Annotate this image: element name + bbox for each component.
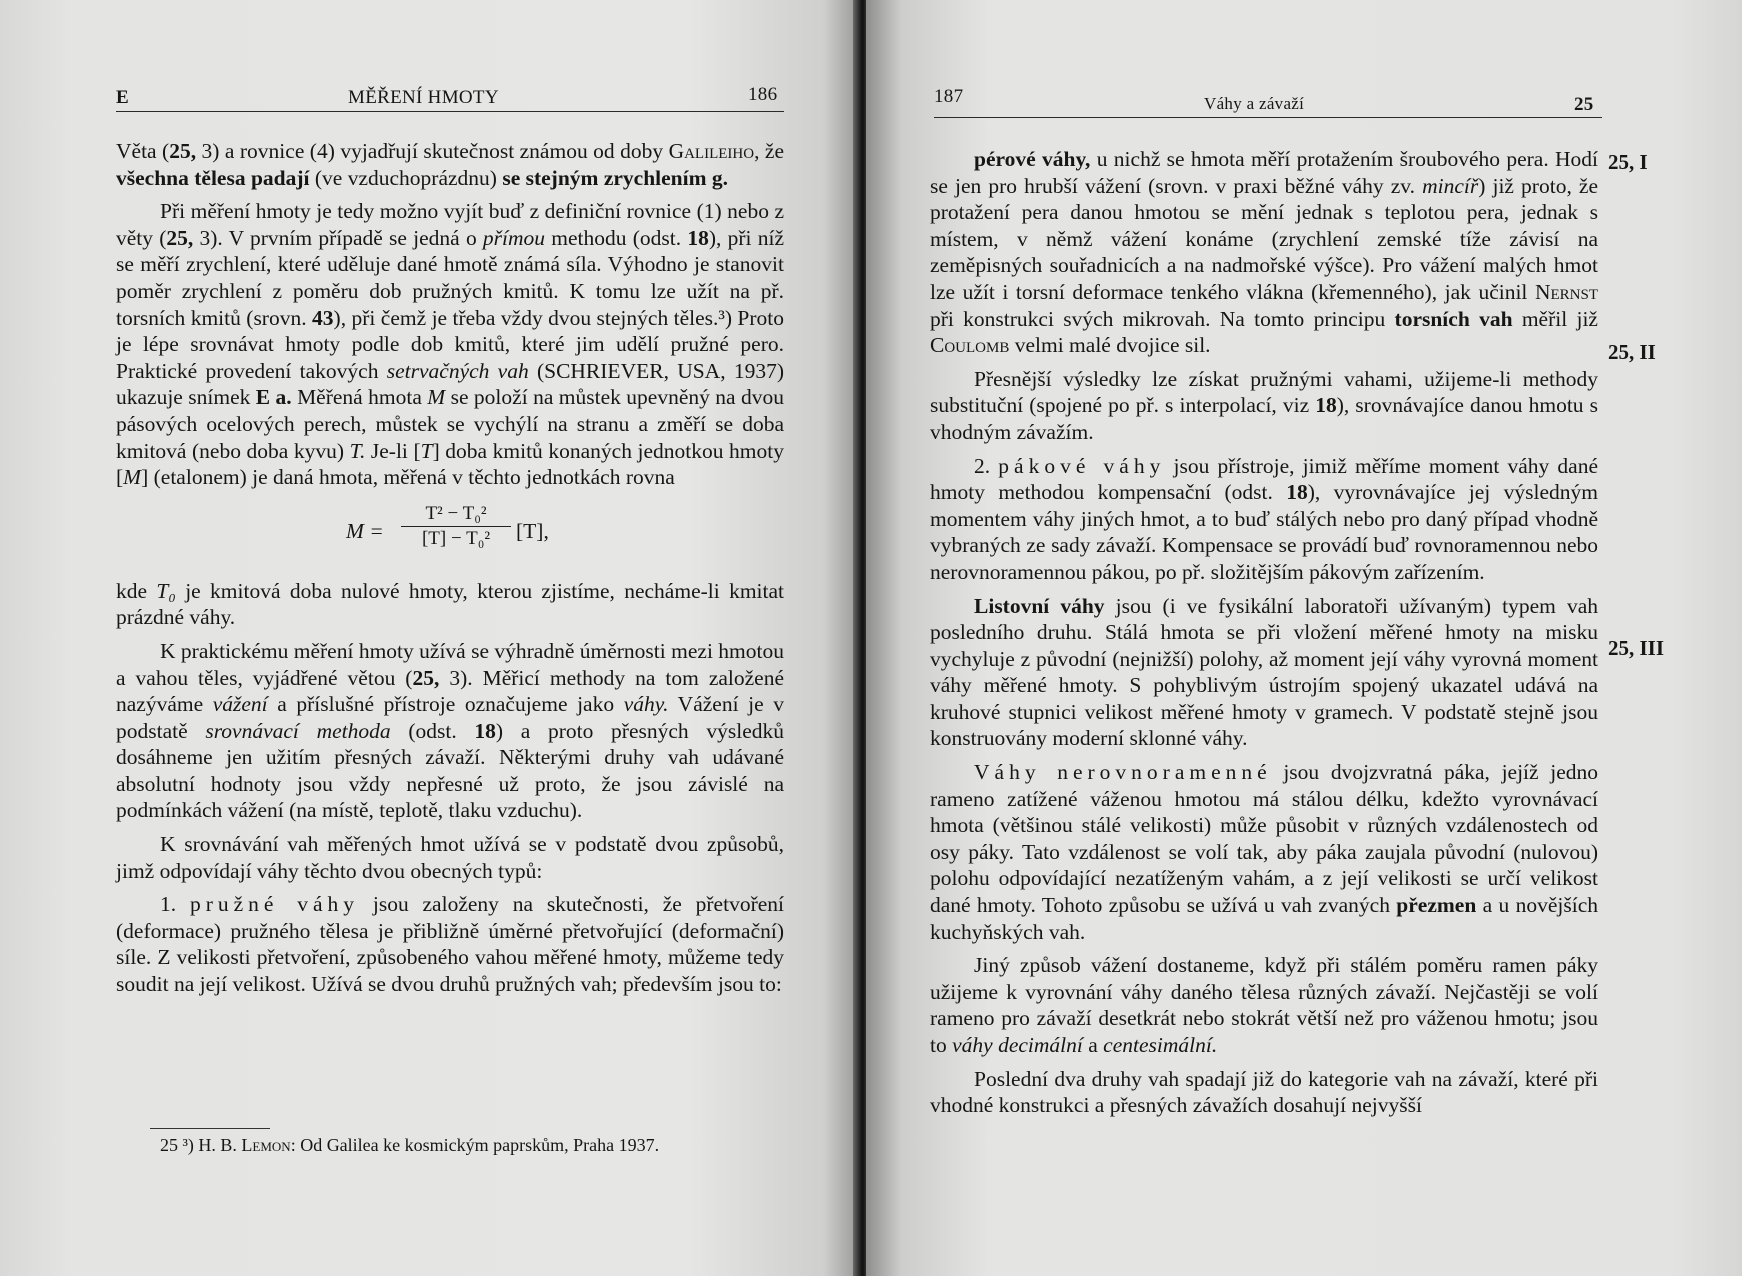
- footnote-rule: [150, 1128, 270, 1129]
- page-number: 186: [748, 84, 778, 105]
- paragraph: pérové váhy, u nichž se hmota měří protažením šroubového pera. Hodí se jen pro hrubší vážení (srovn. v praxi běžné váhy zv. mincíř) již proto, že protažení pera danou hmotou se mění jednak s teplotou pera, jednak s místem, v němž vážení konáme (zrychlení zemské tíže závisí na zeměpisných souřadnicích a na nadmořské výšce). Pro vážení malých hmot lze užít i torsní deformace tenkého vlákna (křemenného), jak učinil Nernst při konstrukci svých mikrovah. Na tomto principu torsních vah měřil již Coulomb velmi malé dvojice sil.: [930, 147, 1599, 358]
- right-body-text: [930, 146, 1598, 1126]
- right-page: [866, 0, 1742, 1276]
- header-rule: [116, 111, 784, 112]
- formula-fraction: [401, 502, 511, 551]
- header-rule: [934, 117, 1602, 118]
- paragraph: Váhy nerovnoramenné jsou dvojzvratná páka, jejíž jedno rameno zatížené váženou hmotou má stálou délku, kdežto vyrovnávací hmota (většinou stálé velikosti) může působit v různých vzdálenostech od osy páky. Tato vzdálenost se volí tak, aby páka zaujala původní (nulovou) polohu odpovídající nezatíženým vahám, a z její velikosti se určí velikost dané hmoty. Tohoto způsobu se užívá u vah zvaných přezmen a u novějších kuchyňských vah.: [930, 760, 1598, 944]
- paragraph: K praktickému měření hmoty užívá se výhradně úměrnosti mezi hmotou a vahou těles, vyjádřené větou (25, 3). Měřicí methody na tom založené nazýváme vážení a příslušné přístroje označujeme jako váhy. Vážení je v podstatě srovnávací methoda (odst. 18) a proto přesných výsledků dosáhneme jen užitím přesných závaží. Některými druhy vah udávané absolutní hodnoty jsou vždy nepřesné už proto, že jsou závislé na podmínkách vážení (na místě, teplotě, tlaku vzduchu).: [116, 638, 785, 823]
- paragraph: Jiný způsob vážení dostaneme, když při stálém poměru ramen páky užijeme k vyrovnání váhy daného tělesa různých závaží. Nejčastěji se volí rameno pro závaží desetkrát nebo stokrát větší než pro váženou hmotu; jsou to váhy decimální a centesimální.: [930, 953, 1598, 1057]
- mass-formula: [116, 498, 784, 568]
- paragraph: 2. pákové váhy jsou přístroje, jimiž měříme moment váhy dané hmoty methodou kompensační (odst. 18), vyrovnávajíce jej výsledným momentem váhy jiných hmot, a to buď stálých nebo pro daný případ vhodně vybraných ze sady závaží. Kompensace se provádí buď rovnoramennou nebo nerovnoramennou pákou, po př. složitějším pákovým zařízením.: [930, 453, 1599, 584]
- paragraph: Přesnější výsledky lze získat pružnými vahami, užijeme-li methody substituční (spojené po př. s interpolací, viz 18), srovnávajíce danou hmotu s vhodným závažím.: [930, 366, 1598, 444]
- left-page: [0, 0, 858, 1276]
- paragraph: Při měření hmoty je tedy možno vyjít buď z definiční rovnice (1) nebo z věty (25, 3). V prvním případě se jedná o přímou methodu (odst. 18), při níž se měří zrychlení, které uděluje dané hmotě známá síla. Výhodno je stanovit poměr zrychlení z poměru dob pružných kmitů. K tomu lze užít na př. torsních kmitů (srovn. 43), při čemž je třeba vždy dvou stejných těles.³) Proto je lépe srovnávat hmoty podle dob kmitů, které jim udělí pružné pero. Praktické provedení takových setrvačných vah (SCHRIEVER, USA, 1937) ukazuje snímek E a. Měřená hmota M se položí na můstek upevněný na dvou pásových ocelových perech, můstek se vychýlí na stranu a změří se doba kmitová (nebo doba kyvu) T. Je-li [T] doba kmitů konaných jednotkou hmoty [M] (etalonem) je daná hmota, měřená v těchto jednotkách rovna: [116, 199, 785, 490]
- paragraph: Listovní váhy jsou (i ve fysikální laboratoři užívaným) typem vah posledního druhu. Stálá hmota se při vložení měřené hmoty na misku vychyluje z původní (nejnižší) polohy, až moment její váhy vyrovná moment váhy měřené hmoty. S pohyblivým ústrojím spojený ukazatel udává na kruhové stupnici velikost měřené hmoty v gramech. V podstatě stejně jsou konstruovány moderní sklonné váhy.: [930, 593, 1598, 751]
- paragraph: kde T₀ je kmitová doba nulové hmoty, kterou zjistíme, necháme-li kmitat prázdné váhy.: [116, 578, 785, 630]
- formula-rhs: [T],: [516, 518, 549, 543]
- section-letter: E: [116, 87, 129, 108]
- formula-numerator: T² − T₀²: [401, 502, 511, 527]
- running-title: Váhy a závaží: [1204, 94, 1305, 113]
- paragraph: 1. pružné váhy jsou založeny na skutečnosti, že přetvoření (deformace) pružného tělesa je přibližně úměrné přetvořující (deformační) síle. Z velikosti přetvoření, způsobeného vahou měřené hmoty, můžeme tedy soudit na její velikost. Užívá se dvou druhů pružných vah; především jsou to:: [116, 892, 784, 997]
- margin-mark: 25, III: [1608, 636, 1665, 660]
- paragraph: Poslední dva druhy vah spadají již do kategorie vah na závaží, které při vhodné konstrukci a přesných závažích dosahují nejvyšší: [930, 1066, 1598, 1118]
- page-number: 187: [934, 86, 964, 107]
- paragraph: Věta (25, 3) a rovnice (4) vyjadřují skutečnost známou od doby Galileiho, že všechna tělesa padají (ve vzduchoprázdnu) se stejným zrychlením g.: [116, 139, 784, 190]
- margin-mark: 25, II: [1608, 340, 1656, 364]
- formula-denominator: [T] − T₀²: [421, 527, 491, 549]
- formula-lhs: M =: [346, 518, 384, 543]
- section-number: 25: [1574, 94, 1594, 115]
- margin-mark: 25, I: [1608, 150, 1648, 174]
- running-title: MĚŘENÍ HMOTY: [348, 87, 499, 108]
- left-body-text: [116, 138, 784, 1005]
- paragraph: K srovnávání vah měřených hmot užívá se v podstatě dvou způsobů, jimž odpovídají váhy těchto dvou obecných typů:: [116, 832, 784, 883]
- footnote: 25 ³) H. B. Lemon: Od Galilea ke kosmickým paprskům, Praha 1937.: [160, 1135, 660, 1155]
